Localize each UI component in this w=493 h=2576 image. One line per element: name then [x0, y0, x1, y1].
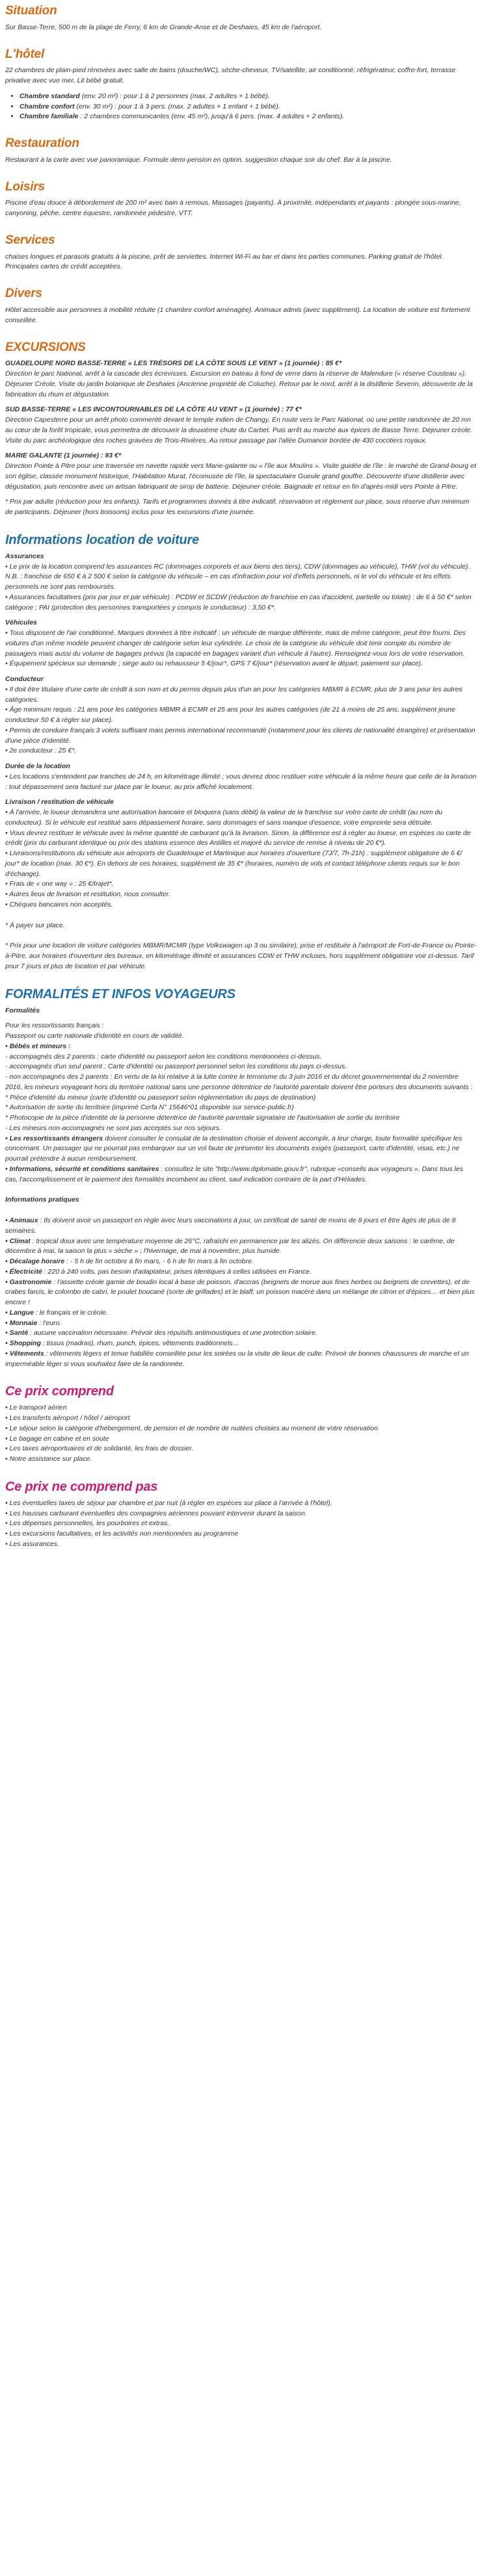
duree-item: • Les locations s'entendent par tranches de 24 h, en kilométrage illimité ; vous devrez donc restituer votre véhicule à la même heure que celle de la livraison : tout dépassement sera facturé sur place par le loueur, au prix affiché localement.: [5, 772, 477, 791]
pratiques-item-text: : 220 à 240 volts, pas besoin d'adaptateur, prises identiques à celles utilisées en France.: [42, 1267, 312, 1276]
room-item: [20, 102, 477, 112]
section-title-prix-comprend: Ce prix comprend: [5, 1384, 114, 1399]
livraison-item: • Frais de « one way » : 25 €/trajet*.: [5, 880, 114, 888]
conducteur-item: • Il doit être titulaire d'une carte de crédit à son nom et du permis depuis plus d'un an pour les catégories MBMR à ECMR, plus de 3 ans pour les autres catégories.: [5, 685, 462, 704]
room-item: [20, 112, 477, 122]
formalites-item: [5, 1165, 477, 1185]
formalites-item-lead: • Les ressortissants étrangers: [5, 1134, 103, 1142]
section-title-services: Services: [5, 233, 55, 247]
prix-comprend-list: [5, 1403, 477, 1465]
excursion-title: SUD BASSE-TERRE « LES INCONTOURNABLES DE LA CÔTE AU VENT » (1 journée) : 77 €*: [5, 406, 302, 414]
room-name: Chambre standard: [20, 92, 80, 100]
situation-text: Sur Basse-Terre, 500 m de la plage de Ferry, 6 km de Grande-Anse et de Deshaies, 45 km de l'aéroport.: [5, 23, 322, 31]
formalites-line: Pour les ressortissants français :: [5, 1022, 104, 1030]
formalites-line: - accompagnés d'un seul parent : Carte d'identité ou passeport personnel selon les conditions du pays ci-dessus.: [5, 1063, 347, 1071]
pratiques-item-lead: • Gastronomie: [5, 1278, 52, 1286]
pratiques-item: [5, 1339, 477, 1349]
pratiques-item-lead: • Électricité: [5, 1267, 42, 1276]
room-list: [5, 92, 477, 122]
loisirs-text: Piscine d'eau douce à débordement de 200 m² avec bain à remous. Massages (payants). À proximité, indépendants et payants : plongée sous-marine, canyoning, pêche, centre équestre, randonnée pédestre, VTT.: [5, 199, 461, 218]
pratiques-item-text: : l'euro.: [37, 1319, 62, 1327]
prix-comprend-item: • Le transport aérien: [5, 1404, 67, 1412]
pratiques-item: [5, 1237, 477, 1257]
prix-comprend-item: • Les transferts aéroport / hôtel / aéroport: [5, 1414, 130, 1423]
room-desc: : 2 chambres communicantes (env. 45 m²), jusqu'à 6 pers. (max. 4 adultes + 2 enfants).: [78, 112, 345, 121]
excursion-text: Direction Pointe à Pitre pour une traversée en navette rapide vers Marie-galante ou « l'île aux Moulins ». Visite guidée de l'île : le marché de Grand-bourg et son église, classée monument historique, l'Habitation Murat, l'écomusée de l'île, la spectaculaire Gueule grand gouffre. Découverte d'une distillerie avec dégustation, puis rencontre avec un artisan fabriquant de sirop de batterie. Déjeuner créole. Baignade et retour en fin d'après-midi vers Pointe à Pitre.: [5, 462, 477, 491]
services-text: chaises longues et parasols gratuits à la piscine, prêt de serviettes. Internet Wi-Fi au bar et dans les parties communes. Parking gratuit de l'hôtel. Principales cartes de crédit acceptées.: [5, 252, 444, 271]
room-name: Chambre confort: [20, 102, 75, 110]
section-title-divers: Divers: [5, 287, 42, 301]
conducteur-block: [5, 675, 477, 756]
pratiques-item: [5, 1216, 477, 1237]
pratiques-item-text: : l'assiette créole garnie de boudin local à base de poisson, d'accras (beignets de morue aux fines herbes ou beignets de crevettes), et de crabes farcis, le colombo de cabri, le poulet boucané (sorte de grillades) et le blaff, un poisson macéré dans un mélange de citron et d'épices… et bien plus encore !: [5, 1278, 475, 1307]
pratiques-item: [5, 1257, 477, 1267]
prix-ne-comprend-item: • Les excursions facultatives, et les activités non mentionnées au programme: [5, 1530, 239, 1538]
excursions-note: * Prix par adulte (réduction pour les enfants). Tarifs et programmes donnés à titre indicatif, réservation et règlement sur place, sous réserve d'un minimum de participants. Déjeuner (hors boissons) inclus pour les excursions d'une journée.: [5, 498, 470, 517]
room-item: [20, 92, 477, 102]
pratiques-item-text: : Ils doivent avoir un passeport en règle avec leurs vaccinations à jour, un certificat de santé de moins de 8 jours et être âgés de plus de 8 semaines.: [5, 1217, 456, 1235]
prix-ne-comprend-item: • Les dépenses personnelles, les pourboires et extras.: [5, 1519, 170, 1528]
vehicules-title: Véhicules: [5, 619, 38, 627]
pratiques-item: [5, 1319, 477, 1329]
livraison-item: • À l'arrivée, le loueur demandera une autorisation bancaire et bloquera (sans débit) la valeur de la franchise sur votre carte de crédit (au nom du conducteur). Si le véhicule est restitué sans dépassement horaire, sans dommages et sans manque d'essence, votre empreinte sera détruite.: [5, 808, 443, 827]
restauration-text: Restaurant à la carte avec vue panoramique. Formule demi-pension en option, suggestion chaque soir du chef. Bar à la piscine.: [5, 155, 392, 164]
conducteur-item: • 2e conducteur : 25 €*.: [5, 747, 77, 755]
section-title-situation: Situation: [5, 4, 57, 18]
pratiques-item-lead: • Shopping: [5, 1339, 41, 1348]
formalites-line: * Autorisation de sortie du territoire (imprimé Cerfa N° 15646*01 disponible sur service-public.fr): [5, 1103, 294, 1112]
prix-ne-comprend-list: [5, 1499, 477, 1550]
pratiques-item: [5, 1267, 477, 1278]
conducteur-item: • Âge minimum requis : 21 ans pour les catégories MBMR à ECMR et 25 ans pour les autres catégories (de 21 à moins de 25 ans, supplément jeune conducteur 50 € à régler sur place).: [5, 706, 455, 725]
formalites-item-text: doivent consulter le consulat de la destination choisie et doivent accomplir, à leur charge, toute formalité spécifique les concernant. Un passager qui ne pourrait pas embarquer sur un vol faute de présenter les documents exigés (passeport, carte d'identité, visas, etc.) ne pourrait prétendre à aucun remboursement.: [5, 1134, 462, 1163]
prix-comprend-item: • Les taxes aéroportuaires et de solidarité, les frais de dossier.: [5, 1445, 194, 1453]
vehicules-item: • Équipement spécieux sur demande ; siège auto ou rehausseur 5 €/jour*, GPS 7 €/jour* (réservation avant le départ, paiement sur place).: [5, 660, 423, 668]
livraison-item: • Autres lieux de livraison et restitution, nous consulter.: [5, 890, 170, 899]
livraison-item: • Vous devrez restituer le véhicule avec la même quantité de carburant qu'à la livraison. Sinon, la différence est à régler au loueur, en espèces ou carte de crédit (prix du carburant identique ou prix des stations essence des Antilles et majoré du service de remise à niveau de 20 €*).: [5, 829, 471, 847]
pratiques-item: [5, 1278, 477, 1308]
pratiques-item-text: : - 5 h de fin octobre à fin mars, - 6 h de fin mars à fin octobre.: [64, 1257, 254, 1266]
assurances-block: [5, 552, 477, 613]
pratiques-item-lead: • Climat: [5, 1237, 31, 1245]
pratiques-item-text: : le français et le créole.: [33, 1308, 108, 1317]
section-title-loisirs: Loisirs: [5, 179, 45, 194]
pratiques-item: [5, 1328, 477, 1339]
formalites-line: * Pièce d'identité du mineur (carte d'identité ou passeport selon réglementation du pays de destination): [5, 1093, 316, 1101]
excursion-item: [5, 359, 477, 400]
excursion-item: [5, 451, 477, 492]
section-title-excursions: EXCURSIONS: [5, 340, 86, 354]
formalites-line: * Photocopie de la pièce d'identité de la personne détentrice de l'autorité parentale signataire de l'autorisation de sortie du territoire: [5, 1114, 400, 1122]
section-title-restauration: Restauration: [5, 136, 79, 151]
location-note: * Prix pour une location de voiture catégories MBMR/MCMR (type Volkswagen up 3 ou similaire), prise et restituée à l'aéroport de Fort-de-France ou Pointe-à-Pitre, aux horaires d'ouverture des bureaux, en kilométrage illimité et assurances CDW et THW incluses, hors supplément obligatoire voir ci-dessus. Tarif pour 7 jours et plus de location et par véhicule.: [5, 942, 477, 970]
pratiques-item: [5, 1349, 477, 1370]
livraison-block: [5, 797, 477, 910]
pratiques-block: [5, 1216, 477, 1369]
formalites-item-text: : consultez le site "http://www.diplomatie.gouv.fr", rubrique «conseils aux voyageurs ». Dans tous les cas, l'accomplissement et le paiement des formalités incombent au client, sauf indication contraire de la part d'Héliades.: [5, 1165, 464, 1183]
formalites-line: - Les mineurs non-accompagnés ne sont pas acceptés sur nos séjours.: [5, 1124, 222, 1132]
vehicules-item: • Tous disposent de l'air conditionné. Marques données à titre indicatif : un véhicule de marque différente, mais de même catégorie, peut être fourni. Des voitures d'un même modèle peuvent changer de catégorie selon leur cylindrée. Le choix de la catégorie du véhicule doit tenir compte du nombre de passagers mais aussi du volume de bagages prévus (la capacité en bagages variant d'un véhicule à l'autre). Renseignez-vous lors de votre réservation.: [5, 629, 466, 658]
pratiques-item: [5, 1308, 477, 1319]
prix-comprend-item: • Le bagage en cabine et en soute: [5, 1434, 109, 1443]
pratiques-item-text: : vêtements légers et tenue habillée conseillée pour les soirées ou la visite de lieux de culte. Prévoir de bonnes chaussures de marche et un imperméable léger si vous souhaitez faire de la randonnée.: [5, 1349, 469, 1368]
prix-ne-comprend-item: • Les assurances.: [5, 1539, 60, 1548]
formalites-item: [5, 1134, 477, 1165]
prix-ne-comprend-item: • Les hausses carburant éventuelles des compagnies aériennes pouvant intervenir durant la saison.: [5, 1509, 307, 1517]
formalites-line: - non accompagnés des 2 parents : En vertu de la loi relative à la lutte contre le terrorisme du 3 juin 2016 et du décret gouvernemental du 2 novembre 2016, les mineurs voyageant hors du territoire national sans une personne détentrice de l'autorité parentale doivent être porteurs des documents suivants :: [5, 1073, 473, 1091]
duree-block: [5, 762, 477, 792]
excursion-text: Direction le parc National, arrêt à la cascade des écrevisses. Excursion en bateau à fond de verre dans la réserve de Malendure (« réserve Cousteau »). Déjeuner Créole. Visite du jardin botanique de Deshaies (Ancienne propriété de Coluche). Retour par le nord, arrêt à la distillerie Severin, découverte de la fabrication du rhum et dégustation.: [5, 370, 473, 398]
formalites-subtitle: Formalités: [5, 1006, 40, 1014]
pratiques-item-text: : tropical doux avec une température moyenne de 26°C, rafraîchi en permanence par les alizés. On différencie deux saisons : le carême, de décembre à mai, la saison la plus « sèche » ; l'hivernage, de mai à novembre, plus humide.: [5, 1237, 455, 1256]
formalites-block: [5, 1021, 477, 1185]
prix-ne-comprend-item: • Les éventuelles taxes de séjour par chambre et par nuit (à régler en espèces sur place à l'arrivée à l'hôtel).: [5, 1499, 332, 1507]
pratiques-item-lead: • Monnaie: [5, 1319, 38, 1327]
section-title-hotel: L'hôtel: [5, 47, 45, 61]
pratiques-item-lead: • Santé: [5, 1329, 29, 1337]
formalites-item-lead: • Informations, sécurité et conditions sanitaires: [5, 1165, 159, 1173]
pratiques-item-lead: • Animaux: [5, 1217, 38, 1225]
excursion-title: MARIE GALANTE (1 journée) : 93 €*: [5, 452, 121, 460]
room-desc: (env. 30 m²) : pour 1 à 3 pers. (max. 2 adultes + 1 enfant + 1 bébé).: [74, 102, 280, 110]
pratiques-item-text: : aucune vaccination nécessaire. Prévoir des répulsifs antimoustiques et une protection solaire.: [28, 1329, 317, 1337]
excursion-title: GUADELOUPE NORD BASSE-TERRE « LES TRÉSORS DE LA CÔTE SOUS LE VENT » (1 journée) : 85 €*: [5, 359, 342, 368]
pratiques-item-lead: • Langue: [5, 1308, 34, 1317]
vehicules-block: [5, 618, 477, 669]
formalites-line: • Bébés et mineurs :: [5, 1042, 71, 1050]
pratiques-title: Informations pratiques: [5, 1196, 79, 1204]
pratiques-item-lead: • Décalage horaire: [5, 1257, 65, 1266]
livraison-item: • Livraisons/restitutions du véhicule aux aéroports de Guadeloupe et Martinique aux horaires d'ouverture (7J/7, 7h-21h) : supplément obligatoire de 6 €/ jour* de location (max. 30 €*). En dehors de ces horaires, supplément de 35 €* (horaires, numéro de vols et contact téléphone clients requis sur le bon d'échange).: [5, 849, 462, 878]
section-title-location: Informations location de voiture: [5, 532, 200, 547]
room-name: Chambre familiale: [20, 112, 79, 121]
livraison-item: • Chèques bancaires non acceptés.: [5, 900, 113, 908]
divers-text: Hôtel accessible aux personnes à mobilité réduite (1 chambre confort aménagée). Animaux admis (avec supplément). La location de voiture est fortement conseillée.: [5, 306, 470, 324]
prix-comprend-item: • Le séjour selon la catégorie d'hébergement, de pension et de nombre de nuitées choisies au moment de votre réservation: [5, 1424, 379, 1432]
assurances-title: Assurances: [5, 552, 44, 560]
pratiques-item-text: : tissus (madras), rhum, punch, épices, vêtements traditionnels…: [41, 1339, 240, 1348]
hotel-intro: 22 chambres de plain-pied rénovées avec salle de bains (douche/WC), sèche-cheveux, TV/satellite, air conditionné, réfrigérateur, coffre-fort, terrasse privative avec vue mer. Lit bébé gratuit.: [5, 66, 456, 85]
section-title-formalites: FORMALITÉS ET INFOS VOYAGEURS: [5, 986, 235, 1001]
formalites-line: Passeport ou carte nationale d'identité en cours de validité.: [5, 1032, 184, 1040]
room-desc: (env. 20 m²) : pour 1 à 2 personnes (max. 2 adultes + 1 bébé).: [79, 92, 270, 100]
livraison-title: Livraison / restitution de véhicule: [5, 798, 114, 806]
formalites-line: - accompagnés des 2 parents : carte d'identité ou passeport selon les conditions mentionnées ci-dessus.: [5, 1052, 322, 1061]
excursion-text: Direction Capesterre pour un arrêt photo commenté devant le temple indien de Changy. En route vers le Parc National, où une petite randonnée de 20 mn au cœur de la forêt tropicale, vous permettra de découvrir la deuxième chute du Carbet. Puis arrêt au marché aux épices de Basse Terre. Déjeuner créole. Visite du parc archéologique des roches gravées de Trois-Rivières. Au retour passage par l'allée Dumanoir bordée de 430 cocotiers royaux.: [5, 416, 473, 444]
assurances-item: • Assurances facultatives (prix par jour et par véhicule) : PCDW et SCDW (réduction de franchise en cas d'accident, partielle ou totale) : de 6 à 50 €* selon catégorie ; PAI (protection des personnes transportées y compris le conducteur) : 3,50 €*.: [5, 593, 472, 612]
excursion-item: [5, 405, 477, 446]
conducteur-item: • Permis de conduire français 3 volets suffisant mais permis international recommandé (notamment pour les clients de nationalité étrangère) et présentation d'une pièce d'identité.: [5, 726, 475, 745]
location-payer-note: * À payer sur place.: [5, 921, 65, 929]
pratiques-item-lead: • Vêtements: [5, 1349, 44, 1358]
conducteur-title: Conducteur: [5, 675, 44, 684]
duree-title: Durée de la location: [5, 762, 70, 771]
section-title-prix-ne-comprend: Ce prix ne comprend pas: [5, 1479, 158, 1494]
prix-comprend-item: • Notre assistance sur place.: [5, 1455, 92, 1463]
assurances-item: • Le prix de la location comprend les assurances RC (dommages corporels et aux biens des tiers), CDW (dommages au véhicule), THW (vol du véhicule). N.B. : franchise de 650 € à 2 500 € selon la catégorie du véhicule – en cas d'infraction pour vol d'effets personnels, ni le vol du véhicule et les effets personnels ne sont pas remboursés.: [5, 562, 470, 591]
